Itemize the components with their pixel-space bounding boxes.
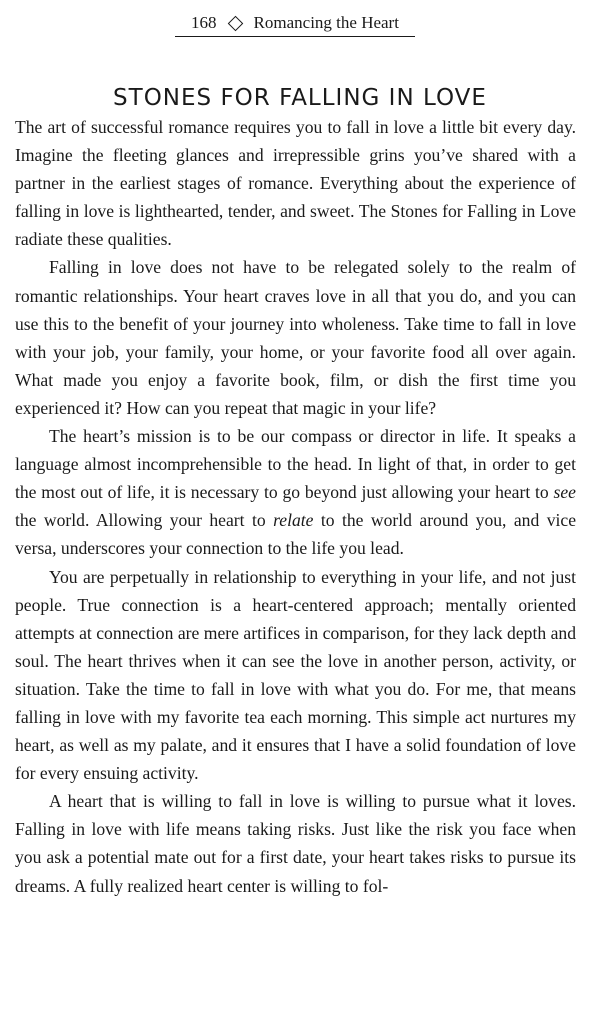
section-title: STONES FOR FALLING IN LOVE — [113, 85, 487, 112]
paragraph-3-text-b: the world. Allowing your heart to — [15, 510, 274, 531]
paragraph-3-text-c: to the world around you, and vice versa, underscores your connection to the life you lead. — [15, 510, 577, 559]
page-number: 168 — [191, 13, 217, 32]
emphasis-see: see — [553, 482, 576, 503]
running-head — [175, 10, 415, 37]
paragraph-4: You are perpetually in relationship to everything in your life, and not just people. True connection is a heart-centered approach; mentally oriented attempts at connection are mere artifices in comparison, for they lack depth and soul. The heart thrives when it can see the love in another person, activity, or situation. Take the time to fall in love with what you do. For me, that means falling in love with my favorite tea each morning. This simple act nurtures my heart, as well as my palate, and it ensures that I have a solid foundation of love for every ensuing activity. — [15, 566, 576, 784]
paragraph-1: The art of successful romance requires you to fall in love a little bit every day. Imagine the fleeting glances and irrepressible grins you’ve shared with a partner in the earliest stages of romance. Everything about the experience of falling in love is lighthearted, tender, and sweet. The Stones for Falling in Love radiate these qualities. — [15, 117, 576, 250]
paragraph-5: A heart that is willing to fall in love is willing to pursue what it loves. Falling in love with life means taking risks. Just like the risk you face when you ask a potential mate out for a first date, your heart takes risks to pursue its dreams. A fully realized heart center is willing to fol- — [15, 791, 576, 896]
paragraph-2: Falling in love does not have to be relegated solely to the realm of romantic relationships. Your heart craves love in all that you do, and you can use this to the benefit of your journey into wholeness. Take time to fall in love with your job, your family, your home, or your favorite food all over again. What made you enjoy a favorite book, film, or dish the first time you experienced it? How can you repeat that magic in your life? — [15, 257, 576, 418]
diamond-ornament-icon — [227, 15, 243, 31]
paragraph-3-text-a: The heart’s mission is to be our compass or director in life. It speaks a language almost incomprehensible to the head. In light of that, in order to get the most out of life, it is necessary to go beyond just allowing your heart to — [15, 426, 576, 503]
paragraph-3 — [15, 422, 576, 562]
emphasis-relate: relate — [273, 510, 314, 531]
body-text — [15, 113, 576, 900]
book-title: Romancing the Heart — [253, 13, 399, 32]
